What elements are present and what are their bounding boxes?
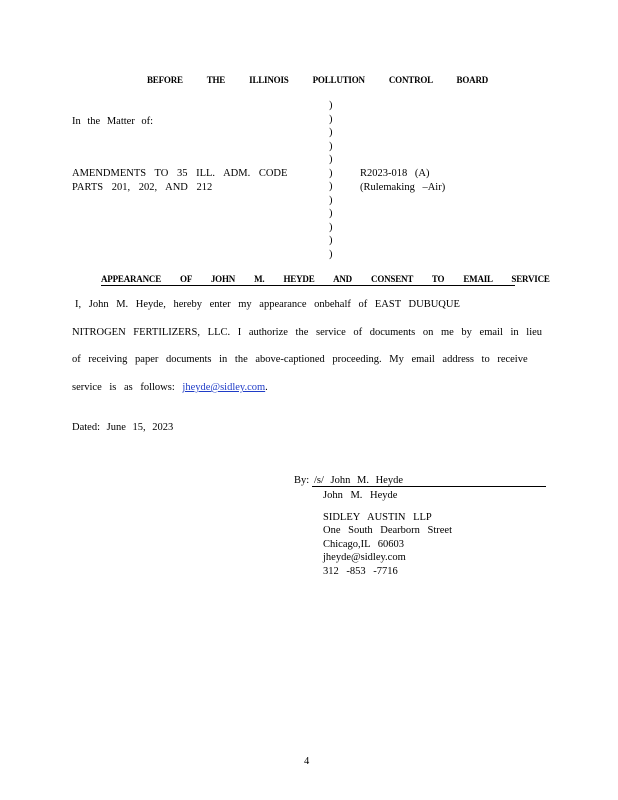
signer-email: jheyde@sidley.com [323,552,406,563]
email-link[interactable]: jheyde@sidley.com [182,382,266,393]
docket-number: R2023-018 (A) [360,168,430,179]
appearance-line-1: I, John M. Heyde, hereby enter my appearance onbehalf of EAST DUBUQUE [75,299,460,310]
paren: ) [329,140,333,152]
signer-name: John M. Heyde [323,490,398,501]
paren: ) [329,235,333,246]
signature-line: /s/ John M. Heyde [312,475,546,487]
docket-type: (Rulemaking –Air) [360,181,446,193]
paren: ) [329,113,333,125]
board-heading: BEFORE THE ILLINOIS POLLUTION CONTROL BOARD [147,75,489,85]
paren: ) [329,181,333,192]
signer-phone: 312 -853 -7716 [323,565,398,577]
appearance-line-2: NITROGEN FERTILIZERS, LLC. I authorize the service of documents on me by email in lieu [72,327,543,338]
paren: ) [329,194,333,206]
signature-block [323,489,452,578]
rulemaking-title-line2: PARTS 201, 202, AND 212 [72,181,213,193]
dated-line: Dated: June 15, 2023 [72,422,174,433]
address-line-2: Chicago,IL 60603 [323,538,405,550]
paren: ) [329,127,333,138]
paren: ) [329,167,333,179]
paren: ) [329,248,333,260]
rulemaking-title [72,167,287,194]
address-line-1: One South Dearborn Street [323,525,453,536]
appearance-title: APPEARANCE OF JOHN M. HEYDE AND CONSENT TO EMAIL SERVICE [101,274,550,284]
appearance-line-4-suffix: . [265,382,268,393]
appearance-line-3: of receiving paper documents in the above-captioned proceeding. My email address to receive [72,354,528,365]
docket-block [360,167,445,194]
caption-paren-column [329,99,339,261]
by-label: By: [294,475,310,486]
paren: ) [329,154,333,165]
matter-label: In the Matter of: [72,116,154,127]
paren: ) [329,208,333,219]
paren: ) [329,100,333,111]
paren: ) [329,221,333,233]
appearance-line-4-prefix: service is as follows: [72,382,175,393]
firm-name: SIDLEY AUSTIN LLP [323,511,432,523]
appearance-line-4 [72,382,268,393]
rulemaking-title-line1: AMENDMENTS TO 35 ILL. ADM. CODE [72,168,288,179]
page-number: 4 [304,756,310,767]
